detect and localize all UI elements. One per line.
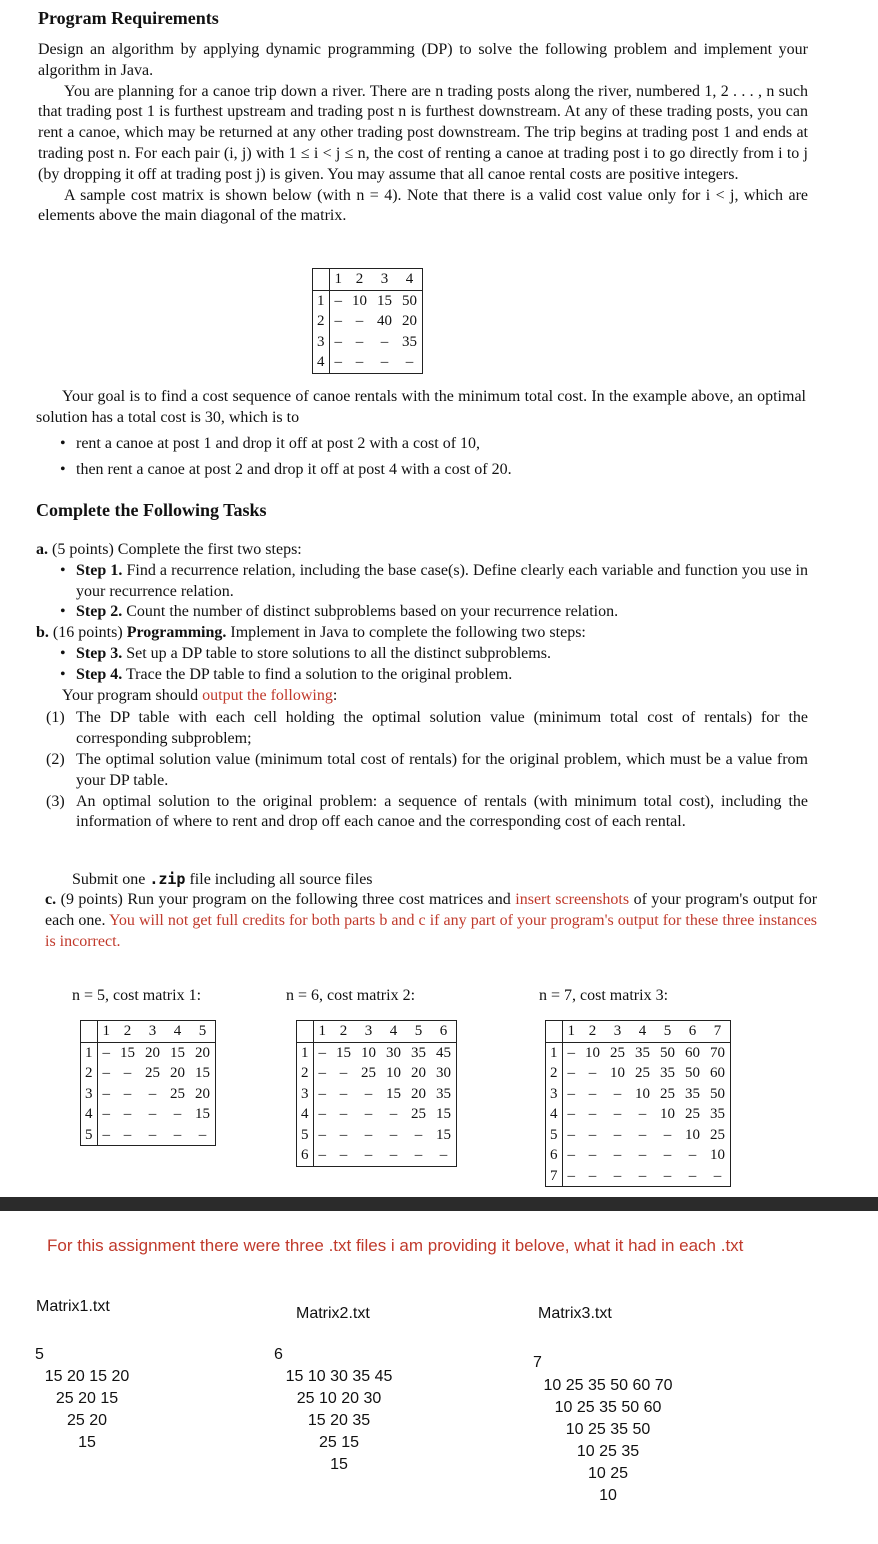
- file1-n: 5: [35, 1346, 44, 1363]
- file3-contents: [538, 1375, 678, 1507]
- matrix-cell: –: [414, 1147, 423, 1163]
- cost-matrix-1: [80, 1020, 216, 1146]
- matrix-row-label: 1: [546, 1042, 563, 1063]
- matrix-cell: –: [439, 1147, 448, 1163]
- cost-matrix-3-table: [545, 1020, 731, 1187]
- matrix-cell: –: [318, 1106, 326, 1122]
- requirements-text: [38, 40, 808, 227]
- file-line: 15 20 15 20: [44, 1368, 130, 1385]
- matrix-cell: –: [638, 1106, 647, 1122]
- file-line: 25 15: [318, 1434, 360, 1451]
- matrix-row-label: 3: [297, 1084, 314, 1105]
- matrix-cell: –: [102, 1065, 110, 1081]
- matrix-cell: –: [198, 1126, 207, 1143]
- matrix-header-cell: 2: [331, 1021, 356, 1043]
- matrix-cell: –: [588, 1126, 597, 1143]
- matrix-row-label: 5: [546, 1125, 563, 1146]
- matrix-header-cell: 3: [605, 1021, 630, 1043]
- matrix-cell: 15: [436, 1106, 451, 1122]
- matrix-header-cell: [297, 1021, 314, 1043]
- file3-n: 7: [533, 1354, 542, 1371]
- matrix-header-cell: 1: [313, 1021, 331, 1043]
- goal-bullet: • then rent a canoe at post 2 and drop it off at post 4 with a cost of 20.: [58, 457, 806, 483]
- matrix-cell: 10: [352, 292, 367, 309]
- matrix-cell: 35: [411, 1044, 426, 1061]
- task-b: [36, 623, 808, 644]
- matrix-cell: –: [588, 1065, 597, 1081]
- matrix-header-cell: 2: [580, 1021, 605, 1043]
- files-note: For this assignment there were three .txt files i am providing it belove, what it had in each .txt: [47, 1236, 744, 1255]
- matrix-header-cell: 4: [630, 1021, 655, 1043]
- file-line: 10 25 35 50 60 70: [543, 1377, 673, 1394]
- matrix-row-label: 2: [313, 311, 330, 332]
- file1-name: Matrix1.txt: [36, 1298, 110, 1315]
- file-line: 15: [78, 1434, 96, 1451]
- matrix-cell: –: [364, 1147, 373, 1163]
- matrix-header-cell: 4: [381, 1021, 406, 1043]
- matrix-cell: –: [148, 1106, 157, 1122]
- matrix-cell: –: [405, 354, 414, 370]
- goal-bullet-list: [58, 431, 806, 483]
- matrix-header-cell: 4: [397, 269, 423, 291]
- matrix-cell: –: [389, 1147, 398, 1163]
- matrix-row: [81, 1063, 216, 1084]
- cost-matrix-3: [545, 1020, 731, 1187]
- matrix-cell: –: [364, 1126, 373, 1143]
- matrix-header-cell: [313, 269, 330, 291]
- matrix-cell: –: [334, 313, 342, 329]
- matrix2-caption: n = 6, cost matrix 2:: [286, 987, 416, 1004]
- section-title-tasks: Complete the Following Tasks: [36, 500, 267, 520]
- matrix-cell: –: [663, 1167, 672, 1184]
- matrix-row-label: 1: [313, 290, 330, 311]
- matrix-header-cell: 1: [97, 1021, 115, 1043]
- output-item: [46, 792, 808, 834]
- matrix-cell: 35: [635, 1044, 650, 1061]
- matrix-cell: –: [567, 1126, 575, 1143]
- output-item: [46, 708, 808, 750]
- matrix-cell: 20: [195, 1044, 210, 1061]
- output-text: The optimal solution value (minimum total cost of rentals) for the original problem, which must be a value from your DP table.: [76, 750, 808, 789]
- matrix-cell: 10: [386, 1065, 401, 1081]
- matrix3-caption: n = 7, cost matrix 3:: [539, 987, 669, 1004]
- matrix-row-label: 6: [546, 1145, 563, 1166]
- matrix-cell: 10: [585, 1044, 600, 1061]
- matrix-row: [297, 1042, 457, 1063]
- matrix-cell: –: [173, 1106, 182, 1122]
- output-list: [46, 708, 808, 833]
- file-line: 10 25 35 50: [565, 1421, 651, 1438]
- matrix-cell: –: [567, 1085, 575, 1102]
- matrix-cell: –: [364, 1085, 373, 1102]
- matrix-cell: 35: [436, 1085, 451, 1102]
- matrix-cell: 15: [120, 1044, 135, 1061]
- matrix-row-label: 3: [81, 1084, 98, 1105]
- output-intro-text: Your program should: [62, 686, 199, 704]
- matrix-header-cell: 2: [347, 269, 372, 291]
- matrix-header-cell: 5: [406, 1021, 431, 1043]
- matrix-cell: 20: [402, 313, 417, 329]
- matrix-cell: 20: [411, 1065, 426, 1081]
- matrix-row-label: 2: [297, 1063, 314, 1084]
- matrix-cell: –: [414, 1126, 423, 1143]
- matrix-cell: 35: [660, 1065, 675, 1081]
- matrix-cell: 15: [170, 1044, 185, 1061]
- matrix-cell: –: [173, 1126, 182, 1143]
- output-item: [46, 750, 808, 792]
- matrix-cell: –: [102, 1106, 110, 1122]
- matrix-cell: –: [148, 1126, 157, 1143]
- file2-contents: [279, 1366, 399, 1476]
- tasks-body: [36, 540, 808, 833]
- goal-paragraph: Your goal is to find a cost sequence of canoe rentals with the minimum total cost. In the example above, an optimal solution has a total cost is 30, which is to: [36, 388, 806, 426]
- task-a-text: (5 points) Complete the first two steps:: [52, 541, 302, 558]
- matrix-cell: –: [355, 313, 364, 329]
- matrix-header-cell: 1: [562, 1021, 580, 1043]
- matrix-cell: –: [567, 1167, 575, 1184]
- matrix-cell: 20: [170, 1065, 185, 1081]
- matrix-cell: 15: [436, 1126, 451, 1143]
- matrix-cell: –: [380, 333, 389, 350]
- matrix-row-label: 2: [81, 1063, 98, 1084]
- file-line: 10 25: [587, 1465, 629, 1482]
- matrix-header-cell: 5: [655, 1021, 680, 1043]
- matrix-header-cell: 5: [190, 1021, 216, 1043]
- matrix-cell: 50: [660, 1044, 675, 1061]
- matrix-cell: 35: [402, 333, 417, 350]
- step-label: Step 4.: [76, 665, 123, 683]
- task-c-red1: insert screenshots: [515, 891, 630, 908]
- matrix-cell: 40: [377, 313, 392, 329]
- matrix-row: [297, 1063, 457, 1084]
- file2-n: 6: [274, 1346, 283, 1363]
- matrix-cell: –: [567, 1106, 575, 1122]
- requirements-paragraph-3: A sample cost matrix is shown below (with n = 4). Note that there is a valid cost value only for i < j, which are elements above the main diagonal of the matrix.: [38, 186, 808, 225]
- matrix-cell: –: [318, 1065, 326, 1081]
- matrix-cell: 25: [361, 1065, 376, 1081]
- matrix-cell: –: [663, 1147, 672, 1163]
- cost-matrix-2: [296, 1020, 457, 1167]
- matrix-row: [81, 1125, 216, 1146]
- matrix-row: [313, 290, 423, 311]
- matrix-cell: –: [389, 1126, 398, 1143]
- matrix-cell: –: [318, 1147, 326, 1163]
- task-b-bold: Programming.: [126, 624, 227, 642]
- cost-matrix-2-table: [296, 1020, 457, 1167]
- matrix-cell: 10: [635, 1085, 650, 1102]
- matrix-cell: 30: [386, 1044, 401, 1061]
- matrix-header-cell: [81, 1021, 98, 1043]
- matrix-cell: 25: [685, 1106, 700, 1122]
- matrix-row: [313, 332, 423, 353]
- matrix-row-label: 1: [81, 1042, 98, 1063]
- matrix-cell: 20: [145, 1044, 160, 1061]
- step-text: Count the number of distinct subproblems based on your recurrence relation.: [126, 603, 619, 621]
- matrix-cell: –: [355, 333, 364, 350]
- matrix-cell: 60: [685, 1044, 700, 1061]
- matrix-row: [546, 1042, 731, 1063]
- matrix-row-label: 1: [297, 1042, 314, 1063]
- matrix-row: [313, 311, 423, 332]
- matrix-cell: –: [638, 1147, 647, 1163]
- matrix-cell: 50: [402, 292, 417, 309]
- requirements-paragraph-1: Design an algorithm by applying dynamic programming (DP) to solve the following problem and implement your algorithm in Java.: [38, 41, 808, 79]
- matrix-header-cell: 2: [115, 1021, 140, 1043]
- matrix-cell: –: [364, 1106, 373, 1122]
- matrix-cell: –: [613, 1085, 622, 1102]
- output-text: An optimal solution to the original problem: a sequence of rentals (with minimum total cost), including the information of where to rent and drop off each canoe and the corresponding cost of each rental.: [76, 792, 808, 831]
- step-text: Trace the DP table to find a solution to the original problem.: [125, 665, 513, 683]
- matrix-cell: 50: [710, 1085, 725, 1102]
- matrix-row: [546, 1104, 731, 1125]
- matrix-row: [297, 1145, 457, 1166]
- matrix-cell: 10: [610, 1065, 625, 1081]
- file-line: 25 20 15: [55, 1390, 119, 1407]
- matrix-cell: –: [567, 1044, 575, 1061]
- matrix-row-label: 4: [546, 1104, 563, 1125]
- task-c-text2: of your program's output for each one.: [45, 891, 818, 929]
- step-text: Set up a DP table to store solutions to all the distinct subproblems.: [126, 644, 551, 662]
- matrix-cell: –: [688, 1167, 697, 1184]
- output-text: The DP table with each cell holding the optimal solution value (minimum total cost of rentals) for the corresponding subproblem;: [76, 709, 808, 748]
- file-line: 15: [330, 1456, 348, 1473]
- matrix-header-cell: 6: [431, 1021, 457, 1043]
- goal-bullet: • rent a canoe at post 1 and drop it off at post 2 with a cost of 10,: [58, 431, 806, 457]
- matrix-cell: –: [613, 1126, 622, 1143]
- task-c: [45, 890, 817, 952]
- task-a: [36, 540, 808, 561]
- matrix-cell: –: [613, 1167, 622, 1184]
- matrix-cell: 45: [436, 1044, 451, 1061]
- divider-bar: [0, 1197, 878, 1211]
- matrix-cell: 30: [436, 1065, 451, 1081]
- matrix-row: [81, 1084, 216, 1105]
- goal-section: [36, 387, 806, 483]
- matrix-cell: –: [318, 1044, 326, 1061]
- matrix-cell: –: [339, 1126, 348, 1143]
- matrix-cell: –: [102, 1085, 110, 1102]
- task-b-step: [58, 644, 808, 665]
- matrix-row-label: 4: [297, 1104, 314, 1125]
- matrix-header-cell: 1: [329, 269, 347, 291]
- sample-matrix-table: [312, 268, 423, 374]
- matrix-cell: 70: [710, 1044, 725, 1061]
- matrix1-caption: n = 5, cost matrix 1:: [72, 987, 202, 1004]
- task-b-step: [58, 665, 808, 686]
- matrix-row-label: 4: [313, 352, 330, 373]
- file-line: 25 10 20 30: [296, 1390, 382, 1407]
- matrix-row-label: 3: [313, 332, 330, 353]
- matrix-row: [546, 1145, 731, 1166]
- matrix-row: [546, 1166, 731, 1187]
- matrix-header-row: [313, 269, 423, 291]
- requirements-paragraph-2: You are planning for a canoe trip down a river. There are n trading posts along the river, numbered 1, 2 . . . , n such that trading post 1 is furthest upstream and trading post n is furthest downstream. At any of these trading posts, you can rent a canoe, which may be returned at any other trading post downstream. The trip begins at trading post 1 and ends at trading post n. For each pair (i, j) with 1 ≤ i < j ≤ n, the cost of renting a canoe at trading post i to go directly from i to j (by dropping it off at trading post j) is given. You may assume that all canoe rental costs are positive integers.: [38, 82, 808, 183]
- matrix-row: [81, 1042, 216, 1063]
- task-b-text: Implement in Java to complete the following two steps:: [230, 624, 586, 642]
- matrix-row-label: 3: [546, 1084, 563, 1105]
- task-b-bullets: [58, 644, 808, 686]
- output-intro-red: output the following: [202, 686, 333, 704]
- submit-pre: Submit one: [72, 871, 146, 888]
- file1-contents: [40, 1366, 134, 1454]
- matrix-cell: –: [713, 1167, 722, 1184]
- output-intro: Your program should output the following:: [62, 686, 338, 704]
- matrix-cell: –: [318, 1126, 326, 1143]
- matrix-cell: –: [102, 1044, 110, 1061]
- matrix-cell: –: [334, 333, 342, 350]
- matrix-cell: –: [588, 1167, 597, 1184]
- matrix-row-label: 5: [297, 1125, 314, 1146]
- step-text: Find a recurrence relation, including the base case(s). Define clearly each variable and function you use in your recurrence relation.: [76, 561, 808, 600]
- matrix-cell: 15: [336, 1044, 351, 1061]
- file3-name: Matrix3.txt: [538, 1305, 612, 1322]
- matrix-header-cell: 4: [165, 1021, 190, 1043]
- matrix-cell: 15: [195, 1106, 210, 1122]
- task-c-label: c.: [45, 891, 57, 908]
- submit-note: [72, 869, 373, 891]
- sample-cost-matrix: [312, 268, 423, 374]
- file-line: 15 20 35: [307, 1412, 371, 1429]
- file-line: 10: [599, 1487, 617, 1504]
- matrix-cell: 60: [710, 1065, 725, 1081]
- file2-name: Matrix2.txt: [296, 1305, 370, 1322]
- matrix-cell: –: [123, 1126, 132, 1143]
- matrix-cell: –: [588, 1147, 597, 1163]
- matrix-header-row: [297, 1021, 457, 1043]
- matrix-cell: –: [567, 1147, 575, 1163]
- submit-code: .zip: [149, 870, 186, 888]
- matrix-cell: 25: [635, 1065, 650, 1081]
- cost-matrix-1-table: [80, 1020, 216, 1146]
- matrix-cell: –: [339, 1085, 348, 1102]
- step-label: Step 1.: [76, 561, 123, 579]
- matrix-cell: –: [613, 1147, 622, 1163]
- matrix-row-label: 2: [546, 1063, 563, 1084]
- matrix-row: [313, 352, 423, 373]
- matrix-row: [297, 1084, 457, 1105]
- matrix-row: [81, 1104, 216, 1125]
- output-num: (2): [46, 750, 65, 768]
- matrix-row: [297, 1125, 457, 1146]
- task-a-label: a.: [36, 541, 48, 558]
- output-num: (1): [46, 709, 65, 727]
- matrix-cell: –: [389, 1106, 398, 1122]
- matrix-cell: –: [123, 1085, 132, 1102]
- section-title-program-requirements: Program Requirements: [38, 8, 219, 28]
- task-a-step: [58, 561, 808, 603]
- task-b-points: (16 points): [52, 624, 123, 642]
- matrix-cell: –: [334, 292, 342, 309]
- matrix-cell: 25: [170, 1085, 185, 1102]
- matrix-cell: –: [663, 1126, 672, 1143]
- matrix-header-cell: 3: [140, 1021, 165, 1043]
- matrix-row-label: 5: [81, 1125, 98, 1146]
- matrix-cell: –: [638, 1167, 647, 1184]
- matrix-cell: –: [588, 1085, 597, 1102]
- matrix-header-cell: 3: [372, 269, 397, 291]
- matrix-header-cell: 7: [705, 1021, 731, 1043]
- matrix-cell: –: [588, 1106, 597, 1122]
- matrix-cell: –: [613, 1106, 622, 1122]
- matrix-cell: –: [339, 1065, 348, 1081]
- output-num: (3): [46, 792, 65, 810]
- matrix-cell: –: [688, 1147, 697, 1163]
- matrix-row-label: 4: [81, 1104, 98, 1125]
- task-c-red2: You will not get full credits for both parts b and c if any part of your program's output for these three instances is incorrect.: [45, 911, 818, 950]
- matrix-cell: 20: [411, 1085, 426, 1102]
- matrix-cell: –: [380, 354, 389, 370]
- matrix-cell: 10: [685, 1126, 700, 1143]
- matrix-row: [297, 1104, 457, 1125]
- matrix-header-row: [81, 1021, 216, 1043]
- matrix-cell: –: [318, 1085, 326, 1102]
- matrix-header-cell: 6: [680, 1021, 705, 1043]
- matrix-cell: 25: [710, 1126, 725, 1143]
- matrix-row: [546, 1125, 731, 1146]
- matrix-header-row: [546, 1021, 731, 1043]
- file-line: 25 20: [66, 1412, 108, 1429]
- step-label: Step 2.: [76, 603, 123, 621]
- matrix-row: [546, 1063, 731, 1084]
- submit-post: file including all source files: [189, 871, 373, 888]
- matrix-cell: –: [638, 1126, 647, 1143]
- matrix-cell: –: [123, 1106, 132, 1122]
- matrix-cell: –: [567, 1065, 575, 1081]
- matrix-cell: 10: [710, 1147, 725, 1163]
- matrix-cell: –: [355, 354, 364, 370]
- matrix-cell: 25: [660, 1085, 675, 1102]
- file-line: 10 25 35: [576, 1443, 640, 1460]
- matrix-cell: –: [339, 1147, 348, 1163]
- matrix-cell: 50: [685, 1065, 700, 1081]
- matrix-cell: –: [339, 1106, 348, 1122]
- matrix-cell: 35: [710, 1106, 725, 1122]
- matrix-cell: 25: [411, 1106, 426, 1122]
- task-c-text1: (9 points) Run your program on the following three cost matrices and: [60, 891, 511, 908]
- file-line: 10 25 35 50 60: [554, 1399, 662, 1416]
- matrix-cell: 15: [195, 1065, 210, 1081]
- matrix-header-cell: [546, 1021, 563, 1043]
- matrix-cell: 20: [195, 1085, 210, 1102]
- matrix-cell: 10: [660, 1106, 675, 1122]
- step-label: Step 3.: [76, 644, 123, 662]
- matrix-row-label: 6: [297, 1145, 314, 1166]
- matrix-cell: –: [123, 1065, 132, 1081]
- matrix-cell: 15: [386, 1085, 401, 1102]
- matrix-cell: 35: [685, 1085, 700, 1102]
- matrix-row: [546, 1084, 731, 1105]
- matrix-cell: 25: [610, 1044, 625, 1061]
- matrix-row-label: 7: [546, 1166, 563, 1187]
- matrix-cell: –: [148, 1085, 157, 1102]
- file-line: 15 10 30 35 45: [285, 1368, 393, 1385]
- matrix-cell: –: [102, 1126, 110, 1143]
- matrix-cell: 25: [145, 1065, 160, 1081]
- task-a-bullets: [58, 561, 808, 623]
- matrix-cell: 15: [377, 292, 392, 309]
- matrix-header-cell: 3: [356, 1021, 381, 1043]
- matrix-cell: 10: [361, 1044, 376, 1061]
- task-a-step: [58, 602, 808, 623]
- task-b-label: b.: [36, 624, 49, 642]
- matrix-cell: –: [334, 354, 342, 370]
